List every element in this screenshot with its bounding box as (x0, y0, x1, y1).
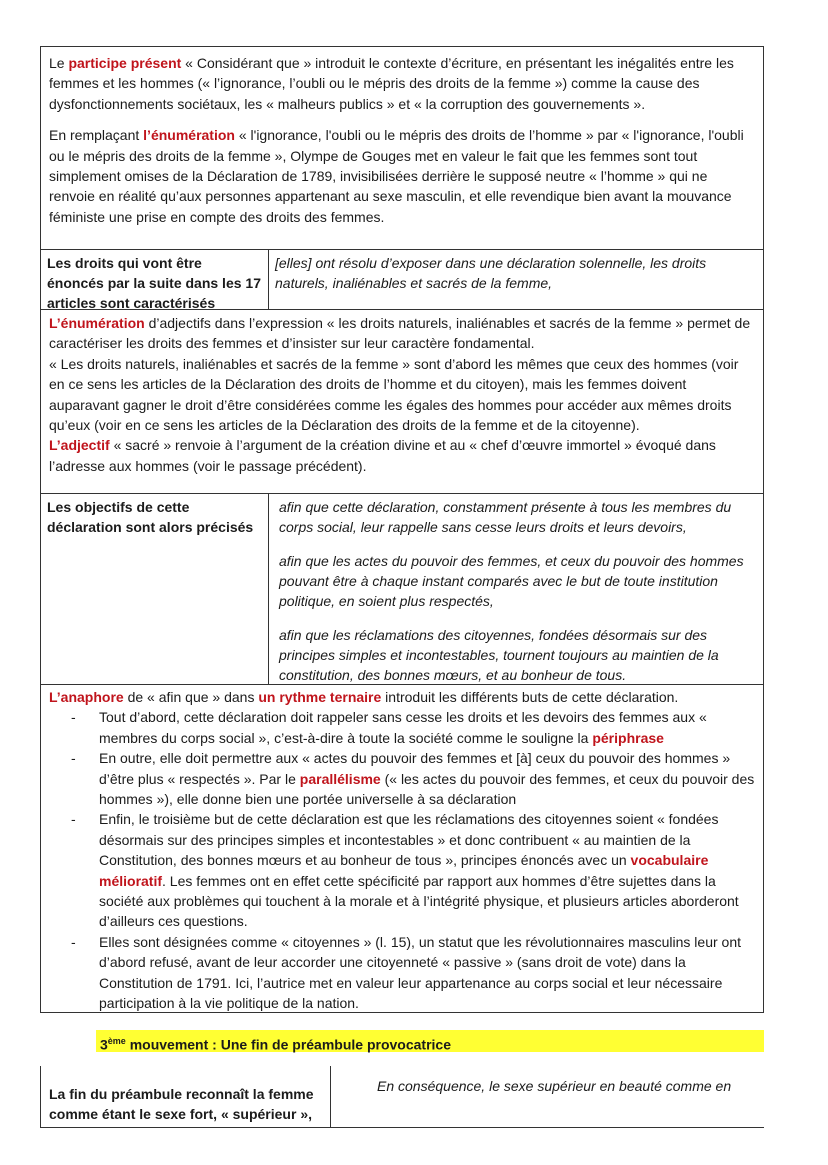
paragraph-droits-naturels: « Les droits naturels, inaliénables et sacrés de la femme » sont d’abord les mêmes que ceux des hommes (voir en ce sens les articles de la Déclaration des droits de l’homme et du citoyen), mais les femmes doivent auparavant gagner le droit d’être considérées comme les égales des hommes pour accéder aux mêmes droits qu’eux (voir en ce sens les articles de la Déclaration des droits de la femme et de la citoyenne). (49, 355, 739, 434)
key-term: un rythme ternaire (258, 689, 382, 705)
section-title: mouvement : Une fin de préambule provocatrice (125, 1036, 451, 1053)
row-label-objectifs: Les objectifs de cette déclaration sont alors précisés (41, 494, 269, 684)
text-run: Le (49, 55, 69, 71)
key-term: L’adjectif (49, 437, 110, 454)
text-run: Tout d’abord, cette déclaration doit rappeler sans cesse les droits et les devoirs des femmes aux « membres du corps social », c’est-à-dire à toute la société comme le souligne la (99, 709, 707, 746)
paragraph-adjectifs (49, 313, 755, 354)
text-run: . Les femmes ont en effet cette spécificité par rapport aux hommes d’être sujettes dans la société aux problèmes qui touchent à la morale et à l’intégrité physique, et plusieurs articles aborderont d’ailleurs ces questions. (99, 872, 739, 930)
text-run: Enfin, le troisième but de cette déclaration est que les réclamations des citoyennes soient « fondées désormais sur des principes simples et incontestables » et donc contribuent « au maintien de la Constitution, des bonnes mœurs et au bonheur de tous », principes énoncés avec un (99, 811, 719, 869)
key-term: vocabulaire mélioratif (99, 852, 709, 889)
paragraph-anaphore (49, 687, 755, 707)
text-run: de « afin que » dans (123, 689, 259, 705)
list-item (49, 809, 755, 931)
quote-afin-2: afin que les actes du pouvoir des femmes, et ceux du pouvoir des hommes pouvant être à chaque instant comparés avec le but de toute institution politique, en soient plus respectés, (279, 553, 744, 609)
section-number-suffix: ème (107, 1036, 126, 1046)
quote-afin-1: afin que cette déclaration, constamment présente à tous les membres du corps social, leur rappelle sans cesse leurs droits et leurs devoirs, (279, 499, 732, 535)
table-row-fin (40, 1066, 764, 1128)
row-label-fin: La fin du préambule reconnaît la femme comme étant le sexe fort, « supérieur », (41, 1066, 331, 1127)
paragraph-sacre (49, 435, 755, 476)
list-item (49, 748, 755, 809)
list-item (49, 707, 755, 748)
key-term: participe présent (68, 55, 182, 71)
text-run: « Considérant que » introduit le contexte d’écriture, en présentant les inégalités entre les femmes et les hommes (« l’ignorance, l’oubli ou le mépris des droits de la femme ») comme la cause des dysfonctionnements sociétaux, les « malheurs publics » et « la corruption des gouvernements ». (49, 55, 734, 112)
quote-afin-3: afin que les réclamations des citoyennes, fondées désormais sur des principes simples et incontestables, tournent toujours au maintien de la constitution, des bonnes mœurs, et au bonheur de tous. (279, 627, 719, 683)
text-run: « sacré » renvoie à l’argument de la création divine et au « chef d’œuvre immortel » évoqué dans l’adresse aux hommes (voir le passage précédent). (49, 437, 716, 474)
text-run: Elles sont désignées comme « citoyennes » (l. 15), un statut que les révolutionnaires masculins leur ont d’abord refusé, avant de leur accorder une citoyenneté « passive » (sans droit de vote) dans la Constitution de 1791. Ici, l’autrice met en valeur leur appartenance au corps social et leur nécessaire participation à la vie politique de la nation. (99, 933, 742, 1012)
paragraph-enumeration (49, 125, 755, 227)
key-term: l’énumération (143, 127, 235, 144)
analysis-block-2 (40, 309, 764, 494)
list-item (49, 932, 755, 1014)
table-row-objectifs (40, 493, 764, 685)
paragraph-participe (49, 53, 755, 114)
key-term: L’énumération (49, 315, 145, 331)
analysis-block-1 (40, 46, 764, 250)
text-run: « l'ignorance, l'oubli ou le mépris des droits de l’homme » par « l'ignorance, l'oubli ou le mépris des droits de la femme », Olympe de Gouges met en valeur le fait que les femmes sont tout simplement omises de la Déclaration de 1789, invisibilisées derrière le supposé neutre « l’homme » qui ne renvoie en réalité qu’aux personnes appartenant au sexe masculin, et elle revendique bien avant la mouvance féministe une prise en compte des droits des femmes. (49, 127, 744, 225)
quote-objectifs (269, 494, 763, 684)
key-term: parallélisme (299, 770, 381, 787)
text-run: introduit les différents buts de cette déclaration. (381, 689, 679, 705)
quote-fin: En conséquence, le sexe supérieur en beauté comme en (377, 1078, 732, 1094)
section-number: 3 (100, 1036, 108, 1053)
text-run: En outre, elle doit permettre aux « actes du pouvoir des femmes et [à] ceux du pouvoir des hommes » d’être plus « respectés ». Par le (99, 750, 731, 787)
text-run: (« les actes du pouvoir des femmes, et ceux du pouvoir des hommes »), elle donne bien une portée universelle à sa déclaration (99, 770, 755, 808)
table-row-droits (40, 249, 764, 310)
quote-droits: [elles] ont résolu d’exposer dans une déclaration solennelle, les droits naturels, inaliénables et sacrés de la femme, (275, 255, 707, 291)
text-run: d’adjectifs dans l’expression « les droits naturels, inaliénables et sacrés de la femme » permet de caractériser les droits des femmes et d’insister sur leur caractère fondamental. (49, 315, 751, 352)
buts-list (49, 707, 755, 1013)
text-run: En remplaçant (49, 127, 144, 144)
analysis-block-3 (40, 684, 764, 1013)
key-term: L’anaphore (49, 689, 124, 705)
section-heading-3 (96, 1030, 764, 1052)
key-term: périphrase (592, 729, 664, 746)
row-label-droits: Les droits qui vont être énoncés par la suite dans les 17 articles sont caractérisés (41, 250, 269, 309)
